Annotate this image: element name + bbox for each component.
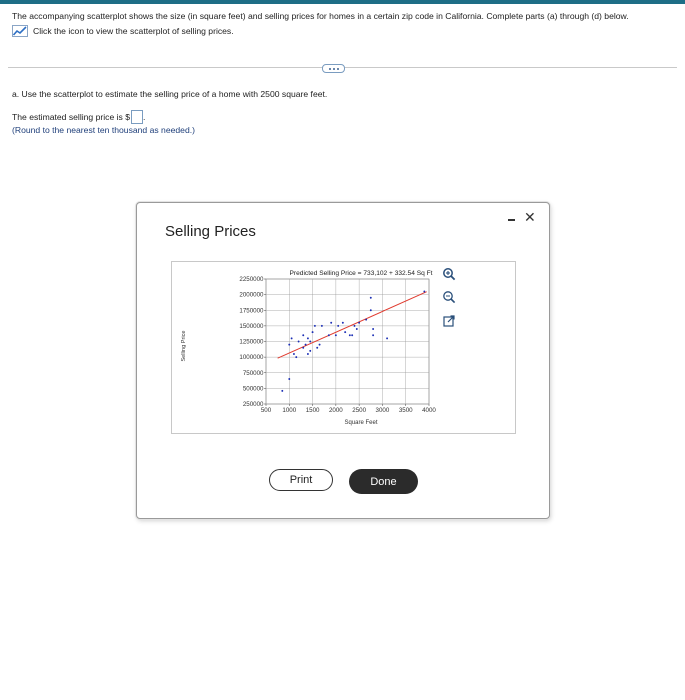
data-point	[307, 353, 309, 355]
y-tick-label: 2250000	[239, 276, 264, 283]
data-point	[321, 325, 323, 327]
answer-prefix: The estimated selling price is $	[12, 112, 130, 122]
data-point	[316, 347, 318, 349]
y-tick-label: 2000000	[239, 291, 264, 299]
chart-icon[interactable]	[12, 25, 28, 37]
data-point	[358, 322, 360, 324]
dot-icon	[333, 68, 335, 70]
y-tick-label: 1250000	[239, 338, 264, 346]
data-point	[309, 350, 311, 352]
part-a-question: a. Use the scatterplot to estimate the selling price of a home with 2500 square feet.	[12, 89, 328, 99]
zoom-out-icon[interactable]	[442, 290, 456, 304]
answer-row	[12, 110, 145, 124]
data-point	[288, 378, 290, 380]
selling-price-answer-input[interactable]	[131, 110, 146, 124]
expand-more-button[interactable]	[322, 64, 345, 73]
data-point	[349, 334, 351, 336]
data-point	[295, 356, 297, 358]
data-point	[314, 325, 316, 327]
view-scatterplot-link[interactable]	[12, 25, 234, 37]
scatterplot-frame	[171, 261, 516, 434]
y-tick-label: 250000	[242, 401, 264, 408]
data-point	[330, 322, 332, 324]
minimize-icon[interactable]	[506, 211, 518, 225]
data-point	[305, 344, 307, 346]
data-point	[328, 334, 330, 336]
data-point	[302, 334, 304, 336]
dialog-title: Selling Prices	[165, 223, 256, 240]
rounding-hint: (Round to the nearest ten thousand as needed.)	[12, 125, 195, 135]
regression-line	[278, 292, 427, 359]
data-point	[372, 328, 374, 330]
scatterplot-chart	[172, 262, 515, 433]
y-tick-label: 1000000	[239, 354, 264, 362]
data-point	[298, 341, 300, 343]
top-accent-bar	[0, 0, 685, 4]
data-point	[291, 337, 293, 339]
data-point	[372, 334, 374, 336]
x-axis-label: Square Feet	[344, 420, 378, 426]
data-point	[356, 328, 358, 330]
x-tick-label: 4000	[422, 407, 436, 414]
data-point	[307, 337, 309, 339]
data-point	[423, 291, 425, 293]
data-point	[354, 325, 356, 327]
data-point	[293, 353, 295, 355]
data-point	[312, 331, 314, 333]
x-tick-label: 3500	[398, 407, 413, 414]
y-tick-label: 1750000	[239, 307, 264, 315]
x-tick-label: 2500	[352, 407, 367, 414]
zoom-in-icon[interactable]	[442, 267, 456, 281]
data-point	[337, 325, 339, 327]
data-point	[370, 297, 372, 299]
data-point	[365, 319, 367, 321]
x-tick-label: 500	[260, 407, 272, 414]
y-tick-label: 500000	[242, 385, 264, 393]
y-tick-label: 750000	[242, 369, 264, 377]
answer-suffix: .	[142, 112, 146, 122]
data-point	[351, 334, 353, 336]
open-new-window-icon[interactable]	[442, 314, 456, 328]
x-tick-label: 1000	[282, 407, 297, 414]
dot-icon	[337, 68, 339, 70]
x-tick-label: 1500	[305, 407, 320, 414]
problem-intro: The accompanying scatterplot shows the size (in square feet) and selling prices for homes in a certain zip code in California. Complete parts (a) through (d) below.	[12, 11, 629, 21]
data-point	[302, 347, 304, 349]
x-tick-label: 3000	[375, 407, 390, 414]
data-point	[386, 337, 388, 339]
print-button[interactable]: Print	[269, 469, 333, 491]
chart-title: Predicted Selling Price = 733,102 + 332.54 Sq Ft	[289, 270, 433, 277]
data-point	[344, 331, 346, 333]
y-tick-label: 1500000	[239, 322, 264, 330]
data-point	[288, 344, 290, 346]
data-point	[370, 309, 372, 311]
done-button[interactable]: Done	[349, 469, 418, 494]
close-icon[interactable]: ✕	[524, 209, 536, 225]
data-point	[335, 334, 337, 336]
data-point	[319, 344, 321, 346]
dot-icon	[329, 68, 331, 70]
data-point	[342, 322, 344, 324]
data-point	[281, 390, 283, 392]
y-axis-label: Selling Price	[181, 330, 187, 362]
x-tick-label: 2000	[328, 407, 343, 414]
view-scatterplot-link-label[interactable]: Click the icon to view the scatterplot of selling prices.	[33, 26, 234, 36]
selling-prices-dialog	[136, 202, 550, 519]
data-point	[309, 341, 311, 343]
